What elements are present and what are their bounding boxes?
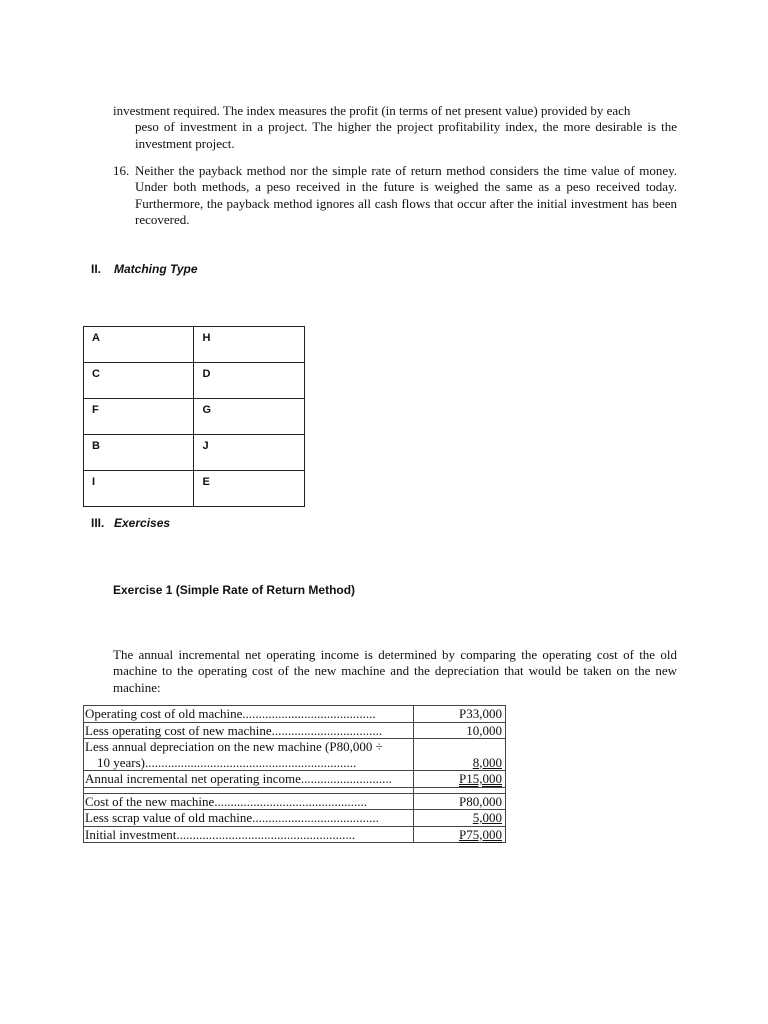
table-row bbox=[84, 771, 506, 788]
table-cell: B bbox=[84, 435, 194, 471]
exercise-1-table bbox=[83, 705, 506, 843]
exercise-1-title: Exercise 1 (Simple Rate of Return Method) bbox=[113, 583, 356, 597]
table-cell: I bbox=[84, 471, 194, 507]
intro-paragraph bbox=[113, 103, 677, 152]
table-row bbox=[84, 327, 305, 363]
table-cell: J bbox=[194, 435, 305, 471]
table-row bbox=[84, 471, 305, 507]
table-row bbox=[84, 739, 506, 771]
section-heading-exercises bbox=[91, 516, 170, 530]
section-title: Exercises bbox=[114, 516, 171, 530]
row-label: Initial investment....................................................... bbox=[84, 826, 414, 843]
table-cell: D bbox=[194, 363, 305, 399]
table-cell: H bbox=[194, 327, 305, 363]
list-item-16 bbox=[113, 163, 677, 228]
table-cell: F bbox=[84, 399, 194, 435]
row-amount: P33,000 bbox=[414, 706, 506, 723]
row-amount: 8,000 bbox=[414, 739, 506, 771]
row-label: Operating cost of old machine......................................... bbox=[84, 706, 414, 723]
list-item-text: Neither the payback method nor the simple rate of return method considers the time value of money. Under both methods, a peso received in the future is weighed the same as a peso received today. Furthermore, the payback method ignores all cash flows that occur after the initial investment has been recovered. bbox=[135, 163, 677, 227]
row-amount: 5,000 bbox=[414, 810, 506, 827]
row-amount: P80,000 bbox=[414, 793, 506, 810]
row-label: Annual incremental net operating income............................ bbox=[84, 771, 414, 788]
row-label: Cost of the new machine............................................... bbox=[84, 793, 414, 810]
intro-line-1: investment required. The index measures the profit (in terms of net present value) provided by each bbox=[113, 103, 631, 118]
row-amount: P15,000 bbox=[414, 771, 506, 788]
exercise-1-description: The annual incremental net operating income is determined by comparing the operating cost of the old machine to the operating cost of the new machine and the depreciation that would be taken on the new machine: bbox=[113, 647, 677, 695]
table-cell: E bbox=[194, 471, 305, 507]
row-label: Less scrap value of old machine....................................... bbox=[84, 810, 414, 827]
table-cell: G bbox=[194, 399, 305, 435]
table-row bbox=[84, 706, 506, 723]
section-title: Matching Type bbox=[114, 262, 198, 276]
list-item-number: 16. bbox=[113, 163, 130, 178]
row-label: Less operating cost of new machine.................................. bbox=[84, 722, 414, 739]
section-heading-matching bbox=[91, 262, 198, 276]
table-row bbox=[84, 363, 305, 399]
table-cell: A bbox=[84, 327, 194, 363]
table-row bbox=[84, 810, 506, 827]
row-label: Less annual depreciation on the new machine (P80,000 ÷ 10 years)................................................................. bbox=[84, 739, 414, 771]
section-numeral: II. bbox=[91, 262, 102, 276]
table-row bbox=[84, 826, 506, 843]
table-row bbox=[84, 722, 506, 739]
intro-rest: peso of investment in a project. The higher the project profitability index, the more desirable is the investment project. bbox=[135, 119, 677, 151]
table-row bbox=[84, 793, 506, 810]
row-amount: P75,000 bbox=[414, 826, 506, 843]
section-numeral: III. bbox=[91, 516, 105, 530]
table-row bbox=[84, 399, 305, 435]
table-row bbox=[84, 435, 305, 471]
table-cell: C bbox=[84, 363, 194, 399]
matching-table bbox=[83, 326, 305, 507]
row-amount: 10,000 bbox=[414, 722, 506, 739]
